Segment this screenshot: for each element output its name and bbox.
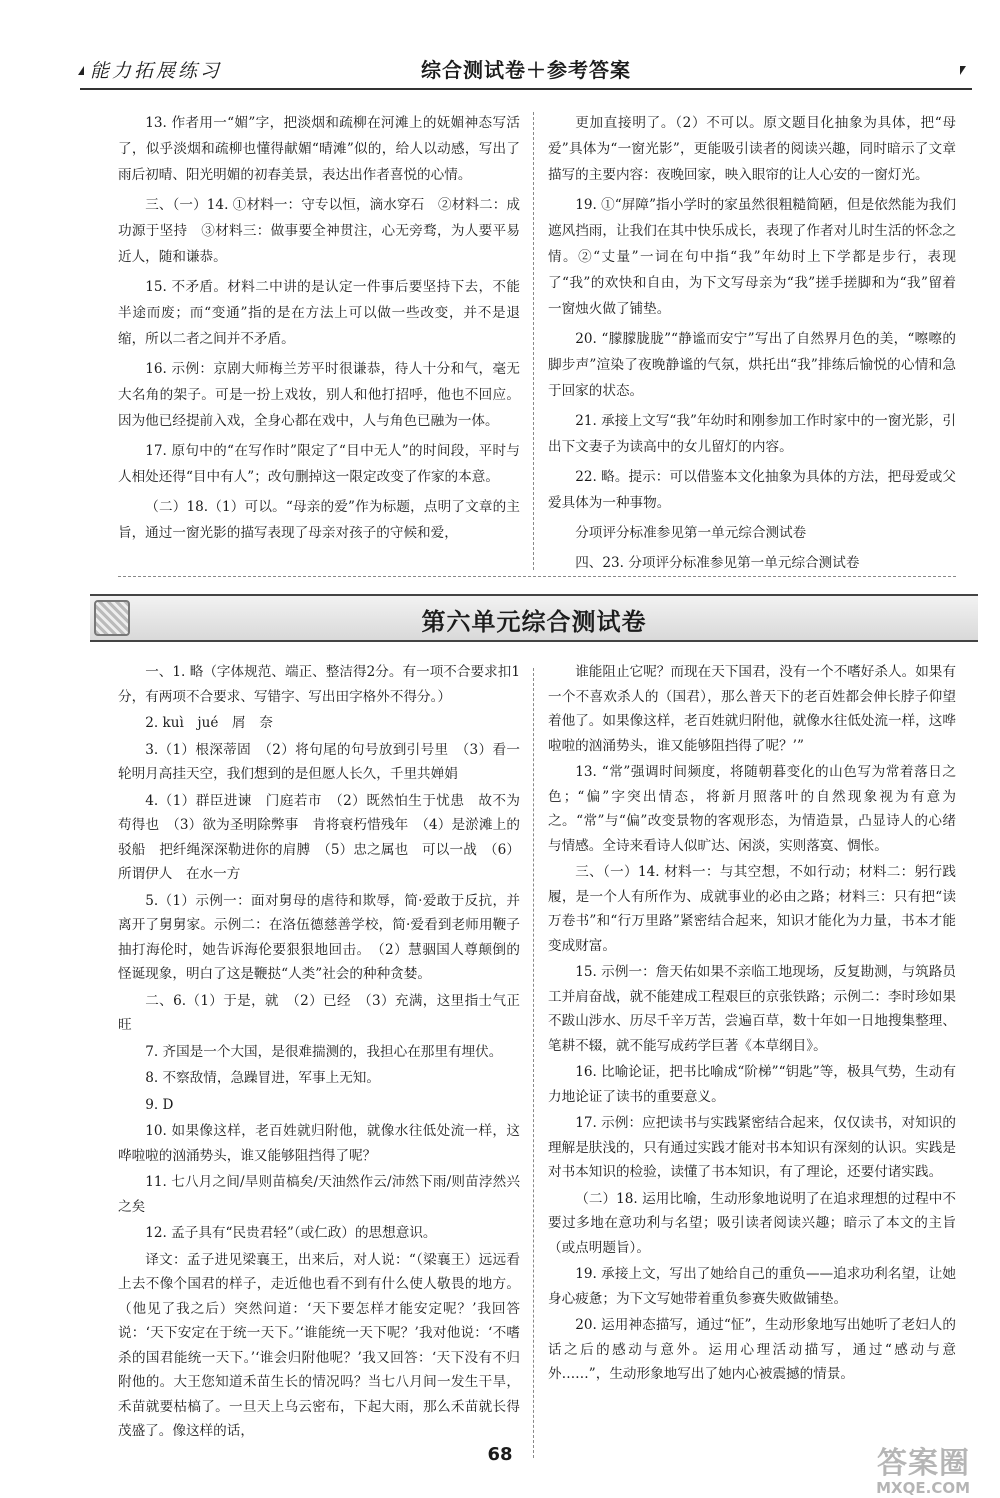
answer-paragraph: 11. 七八月之间/旱则苗槁矣/天油然作云/沛然下雨/则苗浡然兴之矣 [118, 1174, 520, 1215]
answer-paragraph: （二）18.（1）可以。“母亲的爱”作为标题，点明了文章的主旨，通过一窗光影的描写表现了母亲对孩子的守候和爱， [118, 499, 520, 541]
header-title: 综合测试卷＋参考答案 [421, 58, 631, 82]
answer-paragraph: 8. 不察敌情，急躁冒进，军事上无知。 [145, 1070, 380, 1086]
answer-paragraph: 19. 承接上文，写出了她给自己的重负——追求功利名望，让她身心疲惫；为下文写她带着重负参赛失败做铺垫。 [548, 1266, 956, 1307]
answer-paragraph: 3.（1）根深蒂固 （2）将句尾的句号放到引号里 （3）看一轮明月高挂天空，我们想到的是但愿人长久，千里共婵娟 [118, 741, 520, 782]
answer-paragraph: 分项评分标准参见第一单元综合测试卷 [575, 525, 807, 541]
page-header [80, 52, 972, 90]
answer-paragraph: 20. 运用神态描写，通过“怔”，生动形象地写出她听了老妇人的话之后的感动与意外。运用心理活动描写，通过“感动与意外……”，生动形象地写出了她内心被震撼的情景。 [548, 1317, 956, 1382]
answer-paragraph: 2. kuì jué 屑 奈 [145, 715, 273, 731]
answer-paragraph: 13. 作者用一“媚”字，把淡烟和疏柳在河滩上的妩媚神态写活了，似乎淡烟和疏柳也懂得献媚“晴滩”似的，给人以动感，写出了雨后初晴、阳光明媚的初春美景，表达出作者喜悦的心情。 [118, 115, 520, 183]
answer-paragraph: 5.（1）示例一：面对舅母的虐待和欺辱，简·爱敢于反抗，并离开了舅舅家。示例二：在洛伍德慈善学校，简·爱看到老师用鞭子抽打海伦时，她告诉海伦要狠狠地回击。 （2）慧骃国人尊颠倒的怪诞现象，明白了这是鞭挞“人类”社会的种种贪婪。 [118, 892, 520, 982]
triangle-icon [960, 66, 966, 75]
answer-paragraph: 四、23. 分项评分标准参见第一单元综合测试卷 [575, 555, 860, 571]
watermark-logo: 答案圈 [877, 1446, 970, 1481]
brand-label: 能力拓展练习 [90, 60, 223, 82]
answer-paragraph: 17. 示例：应把读书与实践紧密结合起来，仅仅读书，对知识的理解是肤浅的，只有通过实践才能对书本知识有深刻的认识。实践是对书本知识的检验，读懂了书本知识，有了理论，还要付诸实践。 [548, 1115, 956, 1180]
answer-paragraph: 9. D [145, 1096, 174, 1113]
section-title: 第六单元综合测试卷 [421, 608, 647, 636]
watermark [800, 1446, 970, 1497]
answer-paragraph: 10. 如果像这样，老百姓就归附他，就像水往低处流一样，这哗啦啦的汹涌势头，谁又能够阻挡得了呢？ [118, 1123, 520, 1164]
answer-paragraph: 21. 承接上文写“我”年幼时和刚参加工作时家中的一窗光影，引出下文妻子为读高中的女儿留灯的内容。 [548, 413, 956, 455]
answer-paragraph: 20. “朦朦胧胧”“静谧而安宁”写出了自然界月色的美，“嚓嚓的脚步声”渲染了夜晚静谧的气氛，烘托出“我”排练后愉悦的心情和急于回家的状态。 [548, 331, 956, 399]
column-divider [533, 668, 534, 1458]
answer-paragraph: 译文：孟子进见梁襄王，出来后，对人说：“（梁襄王）远远看上去不像个国君的样子，走近他也看不到有什么使人敬畏的地方。（他见了我之后）突然问道：‘天下要怎样才能安定呢？’我回答说：‘天下安定在于统一天下。’‘谁能统一天下呢？’我对他说：‘不嗜杀的国君能统一天下。’‘谁会归附他呢？’我又回答：‘天下没有不归附他的。大王您知道禾苗生长的情况吗？当七八月间一发生干旱，禾苗就要枯槁了。一旦天上乌云密布，下起大雨，那么禾苗就长得茂盛了。像这样的话， [118, 1251, 520, 1439]
column-divider [533, 112, 534, 570]
top-right-column [548, 110, 956, 580]
answer-paragraph: 16. 比喻论证，把书比喻成“阶梯”“钥匙”等，极具气势，生动有力地论证了读书的重要意义。 [548, 1064, 956, 1105]
answer-paragraph: 二、6.（1）于是，就 （2）已经 （3）充满，这里指士气正旺 [118, 992, 520, 1033]
answer-paragraph: 22. 略。提示：可以借鉴本文化抽象为具体的方法，把母爱或父爱具体为一种事物。 [548, 469, 956, 511]
answer-paragraph: 17. 原句中的“在写作时”限定了“目中无人”的时间段，平时与人相处还得“目中有人”；改句删掉这一限定改变了作家的本意。 [118, 443, 520, 485]
answer-paragraph: 谁能阻止它呢？而现在天下国君，没有一个不嗜好杀人。如果有一个不喜欢杀人的（国君），那么普天下的老百姓都会伸长脖子仰望着他了。如果像这样，老百姓就归附他，就像水往低处流一样，这哗啦啦的汹涌势头，谁又能够阻挡得了呢？’” [548, 664, 956, 754]
answer-paragraph: （二）18. 运用比喻，生动形象地说明了在追求理想的过程中不要过多地在意功利与名望；吸引读者阅读兴趣；暗示了本文的主旨（或点明题旨）。 [548, 1190, 956, 1256]
watermark-url: MXQE.COM [876, 1479, 970, 1497]
answer-paragraph: 一、1. 略（字体规范、端正、整洁得2分。有一项不合要求扣1分，有两项不合要求、写错字、写出田字格外不得分。） [118, 664, 520, 705]
bottom-left-column [118, 660, 520, 1446]
answer-paragraph: 15. 示例一：詹天佑如果不亲临工地现场，反复勘测，与筑路员工并肩奋战，就不能建成工程艰巨的京张铁路；示例二：李时珍如果不跋山涉水、历尽千辛万苦，尝遍百草，数十年如一日地搜集整理、笔耕不辍，就不能写成药学巨著《本草纲目》。 [548, 964, 956, 1054]
page-number: 68 [487, 1444, 513, 1465]
section-divider [118, 576, 956, 577]
answer-paragraph: 三、（一）14. ①材料一：守专以恒，滴水穿石 ②材料二：成功源于坚持 ③材料三：做事要全神贯注，心无旁骛，为人要平易近人，随和谦恭。 [118, 197, 520, 265]
top-left-column [118, 110, 520, 550]
answer-paragraph: 12. 孟子具有“民贵君轻”（或仁政）的思想意识。 [145, 1225, 437, 1241]
answer-paragraph: 19. ①“屏障”指小学时的家虽然很粗糙简陋，但是依然能为我们遮风挡雨，让我们在其中快乐成长，表现了作者对儿时生活的怀念之情。②“丈量”一词在句中指“我”年幼时上下学都是步行，表现了“我”的欢快和自由，为下文写母亲为“我”搓手搓脚和为“我”留着一窗烛火做了铺垫。 [548, 197, 956, 317]
section-banner [90, 594, 978, 642]
answer-paragraph: 7. 齐国是一个大国，是很难揣测的，我担心在那里有埋伏。 [145, 1043, 503, 1060]
answer-paragraph: 13. “常”强调时间频度，将随朝暮变化的山色写为常着落日之色；“偏”字突出情态，将新月照落叶的自然现象视为有意为之。“常”与“偏”改变景物的客观形态，为情造景，凸显诗人的心绪与情感。全诗来看诗人似旷达、闲淡，实则落寞、惆怅。 [548, 764, 956, 854]
answer-paragraph: 更加直接明了。（2）不可以。原文题目化抽象为具体，把“母爱”具体为“一窗光影”，更能吸引读者的阅读兴趣，同时暗示了文章描写的主要内容：夜晚回家，映入眼帘的让人心安的一窗灯光。 [548, 115, 956, 183]
bottom-right-column [548, 660, 956, 1389]
answer-paragraph: 4.（1）群臣进谏 门庭若市 （2）既然怕生于忧患 故不为苟得也 （3）欲为圣明除弊事 肯将衰朽惜残年 （4）是淤滩上的驳船 把纤绳深深勒进你的肩膊 （5）忠之属也 可以一战 （6）所谓伊人 在水一方 [118, 792, 520, 882]
answer-paragraph: 16. 示例：京剧大师梅兰芳平时很谦恭，待人十分和气，毫无大名角的架子。可是一扮上戏妆，别人和他打招呼，他也不回应。因为他已经提前入戏，全身心都在戏中，人与角色已融为一体。 [118, 361, 520, 429]
answer-paragraph: 三、（一）14. 材料一：与其空想，不如行动；材料二：躬行践履，是一个人有所作为、成就事业的必由之路；材料三：只有把“读万卷书”和“行万里路”紧密结合起来，知识才能化为力量，书本才能变成财富。 [548, 864, 956, 954]
answer-paragraph: 15. 不矛盾。材料二中讲的是认定一件事后要坚持下去，不能半途而废；而“变通”指的是在方法上可以做一些改变，并不是退缩，所以二者之间并不矛盾。 [118, 279, 520, 347]
